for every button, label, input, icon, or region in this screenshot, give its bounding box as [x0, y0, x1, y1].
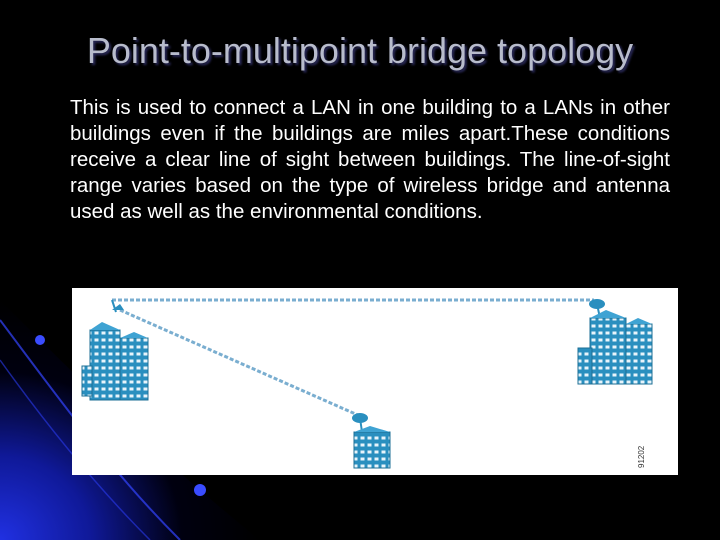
wireless-link-diagonal	[120, 310, 360, 416]
topology-diagram	[72, 288, 678, 475]
building-right	[578, 299, 652, 384]
building-center	[352, 413, 390, 468]
figure-code: 91202	[637, 445, 646, 468]
building-left	[82, 300, 148, 400]
slide-title: Point-to-multipoint bridge topology	[86, 30, 634, 71]
body-paragraph: This is used to connect a LAN in one building to a LANs in other buildings even if the buildings are miles apart.These conditions receive a clear line of sight between buildings. The line-of-sight range varies based on the type of wireless bridge and antenna used as well as the environmental conditions.	[70, 96, 670, 223]
